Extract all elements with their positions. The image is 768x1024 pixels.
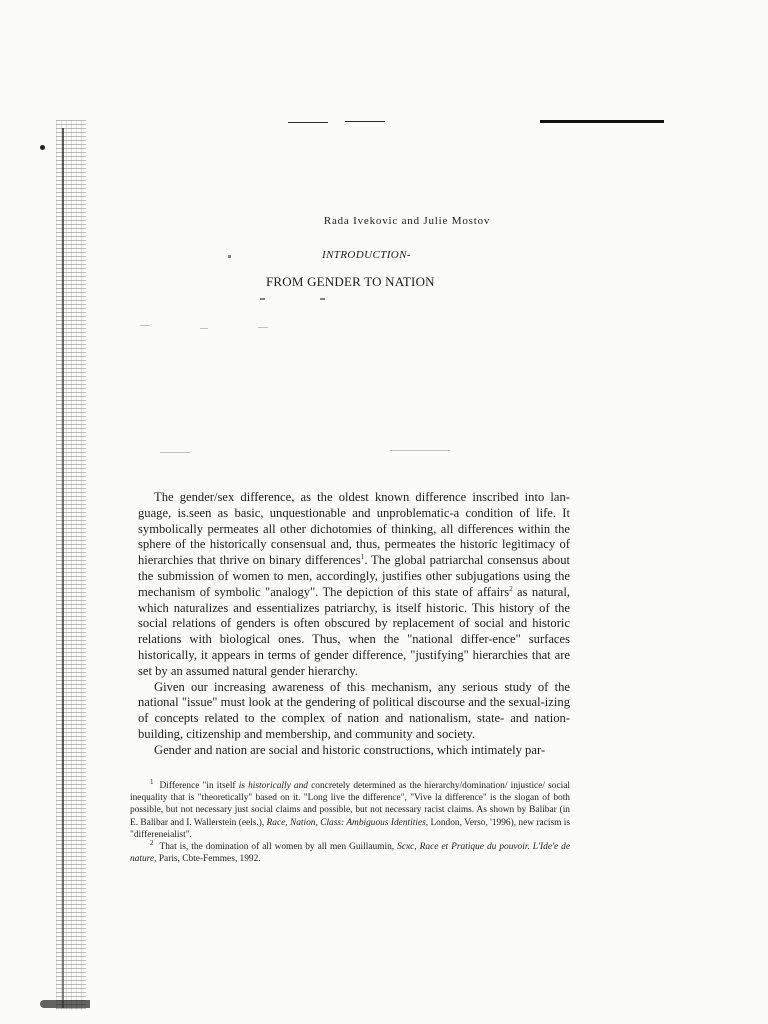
- footnote: $^1$ Difference "in itself is historically and concretely determined as the hierarchy/domination/ injustice/ social inequality that is "theoretically" based on it. "Long live the difference", "Vive la difference" is the slogan of both possible, but not necessary just social claims and possible, but not necessary racist claims. As shown by Balibar (in E. Balibar and I. Wallerstein (eels.), Race, Nation, Class: Ambiguous Identities, London, Verso, '1996), new racism is "differeneialist".: [130, 777, 570, 840]
- scan-noise: [140, 325, 150, 326]
- paragraph: The gender/sex difference, as the oldest known difference inscribed into lan-guage, is.seen as basic, unquestionable and unproblematic-a condition of life. It symbolically permeates all other dichotomies of thinking, all differences within the sphere of the historically consensual and, thus, permeates the historic legitimacy of hierarchies that thrive on binary differences$^1$. The global patriarchal consensus about the submission of women to men, accordingly, justifies other subjugations using the mechanism of symbolic "analogy". The depiction of this state of affairs$^2$ as natural, which naturalizes and essentializes patriarchy, is itself historic. This history of the social relations of genders is often obscured by replacement of social and historic relations with biological ones. Thus, when the "national differ-ence" surfaces historically, it appears in terms of gender difference, "justifying" hierarchies that are set by an assumed natural gender hierarchy.: [138, 490, 571, 678]
- scan-noise: [320, 298, 325, 300]
- paragraph: Gender and nation are social and historic constructions, which intimately par-: [154, 742, 546, 757]
- scan-noise: [200, 328, 208, 329]
- body-text: [138, 490, 570, 759]
- footnote-mark: 2: [150, 838, 154, 847]
- footnotes: [130, 777, 570, 865]
- footnote: $^2$ That is, the domination of all women by all men Guillaumin, Scxc, Race et Pratique du pouvoir. L'Ide'e de nature, Paris, Cbte-Femmes, 1992.: [130, 838, 570, 865]
- punch-hole-mark: [40, 145, 45, 150]
- top-rule: [288, 122, 328, 123]
- scan-noise: [228, 255, 231, 258]
- chapter-title: FROM GENDER TO NATION: [266, 274, 435, 289]
- scan-noise: [258, 327, 268, 328]
- top-rule: [345, 121, 385, 122]
- scan-noise: [390, 450, 450, 451]
- scan-noise: [160, 452, 190, 453]
- binding-shadow: [62, 128, 64, 1008]
- author-line: Rada Ivekovic and Julie Mostov: [323, 215, 491, 227]
- binding-foot: [40, 1000, 90, 1008]
- footnote-mark: 1: [150, 777, 154, 786]
- paragraph: Given our increasing awareness of this mechanism, any serious study of the national "issue" must look at the gendering of political discourse and the sexual-izing of concepts related to the complex of nation and nationalism, state- and nation-building, citizenship and membership, and community and society.: [138, 679, 570, 741]
- footnote-ref[interactable]: 2: [509, 584, 513, 593]
- scan-noise: [260, 298, 265, 300]
- section-label: INTRODUCTION-: [322, 249, 411, 261]
- top-rule-heavy: [540, 120, 664, 123]
- footnote-ref[interactable]: 1: [360, 553, 365, 561]
- binding-edge: [56, 120, 86, 1010]
